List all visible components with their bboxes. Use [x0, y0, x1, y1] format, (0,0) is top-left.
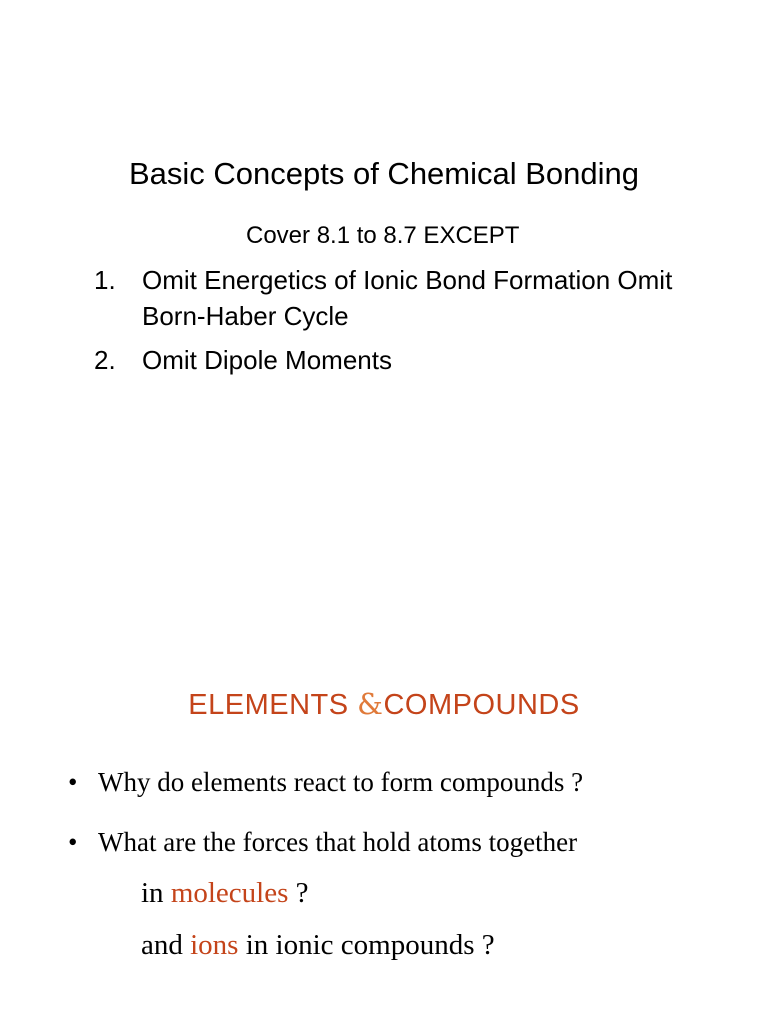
slide-subtitle: Cover 8.1 to 8.7 EXCEPT [246, 222, 520, 249]
list-item-text: Omit Dipole Moments [142, 345, 392, 375]
list-number: 1. [94, 265, 116, 295]
slide-elements-compounds [0, 512, 768, 1024]
line-text: and [141, 929, 191, 961]
list-item [94, 262, 694, 334]
highlight-term: ions [190, 929, 239, 961]
list-number: 2. [94, 345, 116, 375]
bullet-icon: • [68, 767, 78, 797]
bullet-icon: • [68, 827, 78, 857]
title-part: COMPOUNDS [383, 689, 580, 721]
slide-title: Basic Concepts of Chemical Bonding [128, 156, 640, 191]
line-text: ? [288, 877, 309, 909]
slide-title [0, 684, 768, 725]
list-item-text: Omit Energetics of Ionic Bond Formation Omit Born-Haber Cycle [142, 265, 673, 331]
question-list [68, 764, 748, 884]
ampersand: & [357, 687, 384, 721]
list-item [68, 824, 748, 860]
highlight-term: molecules [170, 877, 289, 909]
list-item [68, 764, 748, 800]
line-text: in ionic compounds ? [238, 929, 495, 961]
continuation-line [141, 874, 309, 912]
line-text: in [141, 877, 171, 909]
title-part: ELEMENTS [188, 689, 358, 721]
continuation-line [141, 926, 495, 964]
list-item-text: What are the forces that hold atoms together [98, 827, 578, 857]
list-item [94, 342, 694, 378]
omitted-topics-list [94, 262, 694, 386]
list-item-text: Why do elements react to form compounds ? [98, 767, 584, 797]
